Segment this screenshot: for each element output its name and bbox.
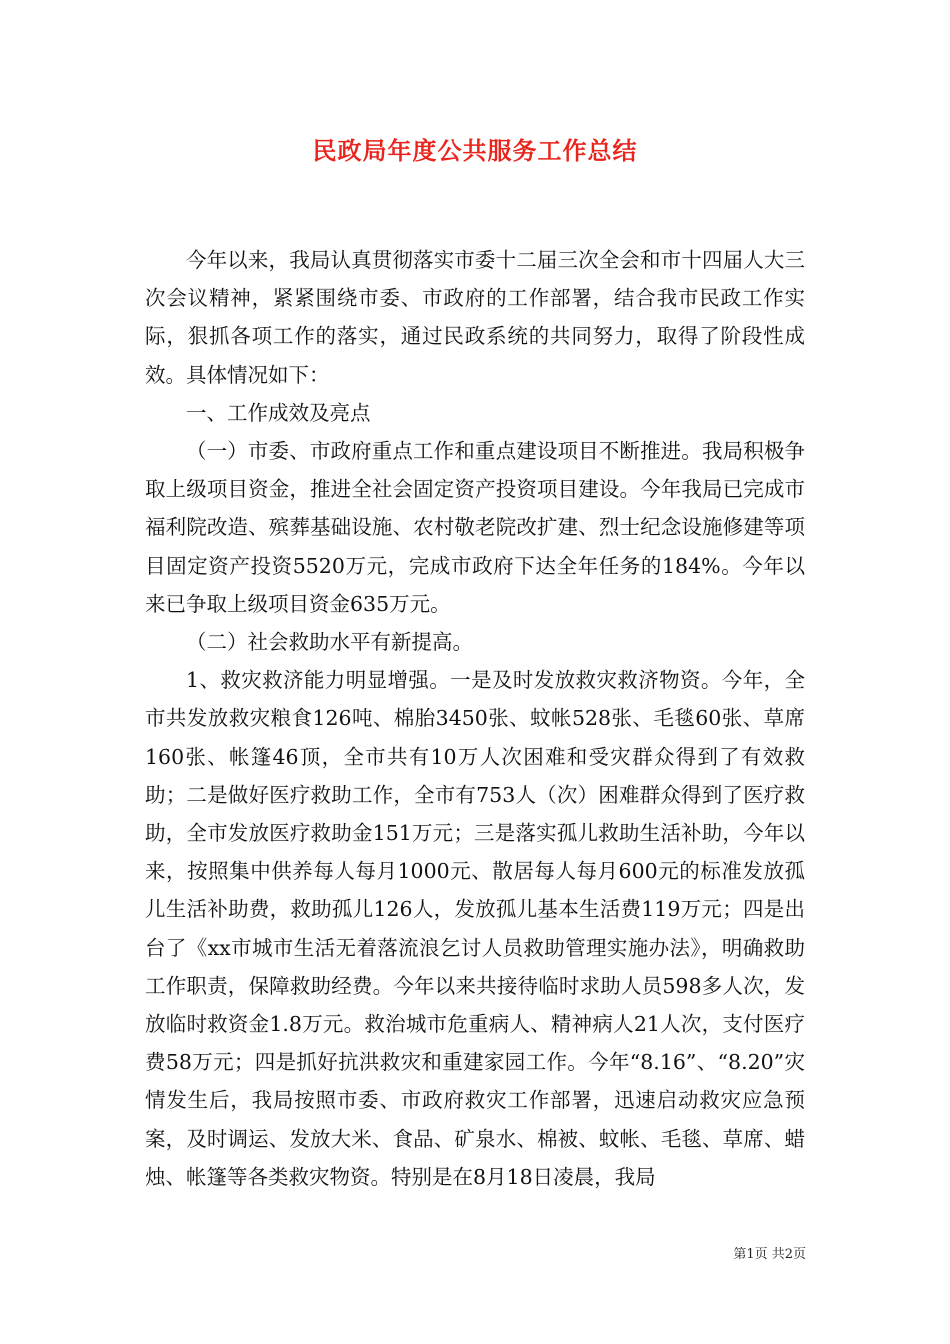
page-number: 第1页 共2页 [733, 1247, 806, 1262]
paragraph-disaster-relief: 1、救灾救济能力明显增强。一是及时发放救灾救济物资。今年，全市共发放救灾粮食126吨、棉胎3450张、蚊帐528张、毛毯60张、草席160张、帐篷46顶，全市共有10万人次困难和受灾群众得到了有效救助；二是做好医疗救助工作，全市有753人（次）困难群众得到了医疗救助，全市发放医疗救助金151万元；三是落实孤儿救助生活补助，今年以来，按照集中供养每人每月1000元、散居每人每月600元的标准发放孤儿生活补助费，救助孤儿126人，发放孤儿基本生活费119万元；四是出台了《xx市城市生活无着落流浪乞讨人员救助管理实施办法》，明确救助工作职责，保障救助经费。今年以来共接待临时求助人员598多人次，发放临时救资金1.8万元。救治城市危重病人、精神病人21人次，支付医疗费58万元；四是抓好抗洪救灾和重建家园工作。今年“8.16”、“8.20”灾情发生后，我局按照市委、市政府救灾工作部署，迅速启动救灾应急预案，及时调运、发放大米、食品、矿泉水、棉被、蚊帐、毛毯、草席、蜡烛、帐篷等各类救灾物资。特别是在8月18日凌晨，我局 [145, 668, 805, 1189]
paragraph-key-projects: （一）市委、市政府重点工作和重点建设项目不断推进。我局积极争取上级项目资金，推进全社会固定资产投资项目建设。今年我局已完成市福利院改造、殡葬基础设施、农村敬老院改扩建、烈士纪念设施修建等项目固定资产投资5520万元，完成市政府下达全年任务的184%。今年以来已争取上级项目资金635万元。 [145, 439, 805, 616]
intro-paragraph: 今年以来，我局认真贯彻落实市委十二届三次全会和市十四届人大三次会议精神，紧紧围绕市委、市政府的工作部署，结合我市民政工作实际，狠抓各项工作的落实，通过民政系统的共同努力，取得了阶段性成效。具体情况如下： [145, 248, 805, 387]
document-body [145, 241, 805, 1196]
section-heading: 一、工作成效及亮点 [186, 400, 371, 425]
subsection-heading: （二）社会救助水平有新提高。 [186, 630, 473, 655]
document-title: 民政局年度公共服务工作总结 [312, 137, 638, 165]
